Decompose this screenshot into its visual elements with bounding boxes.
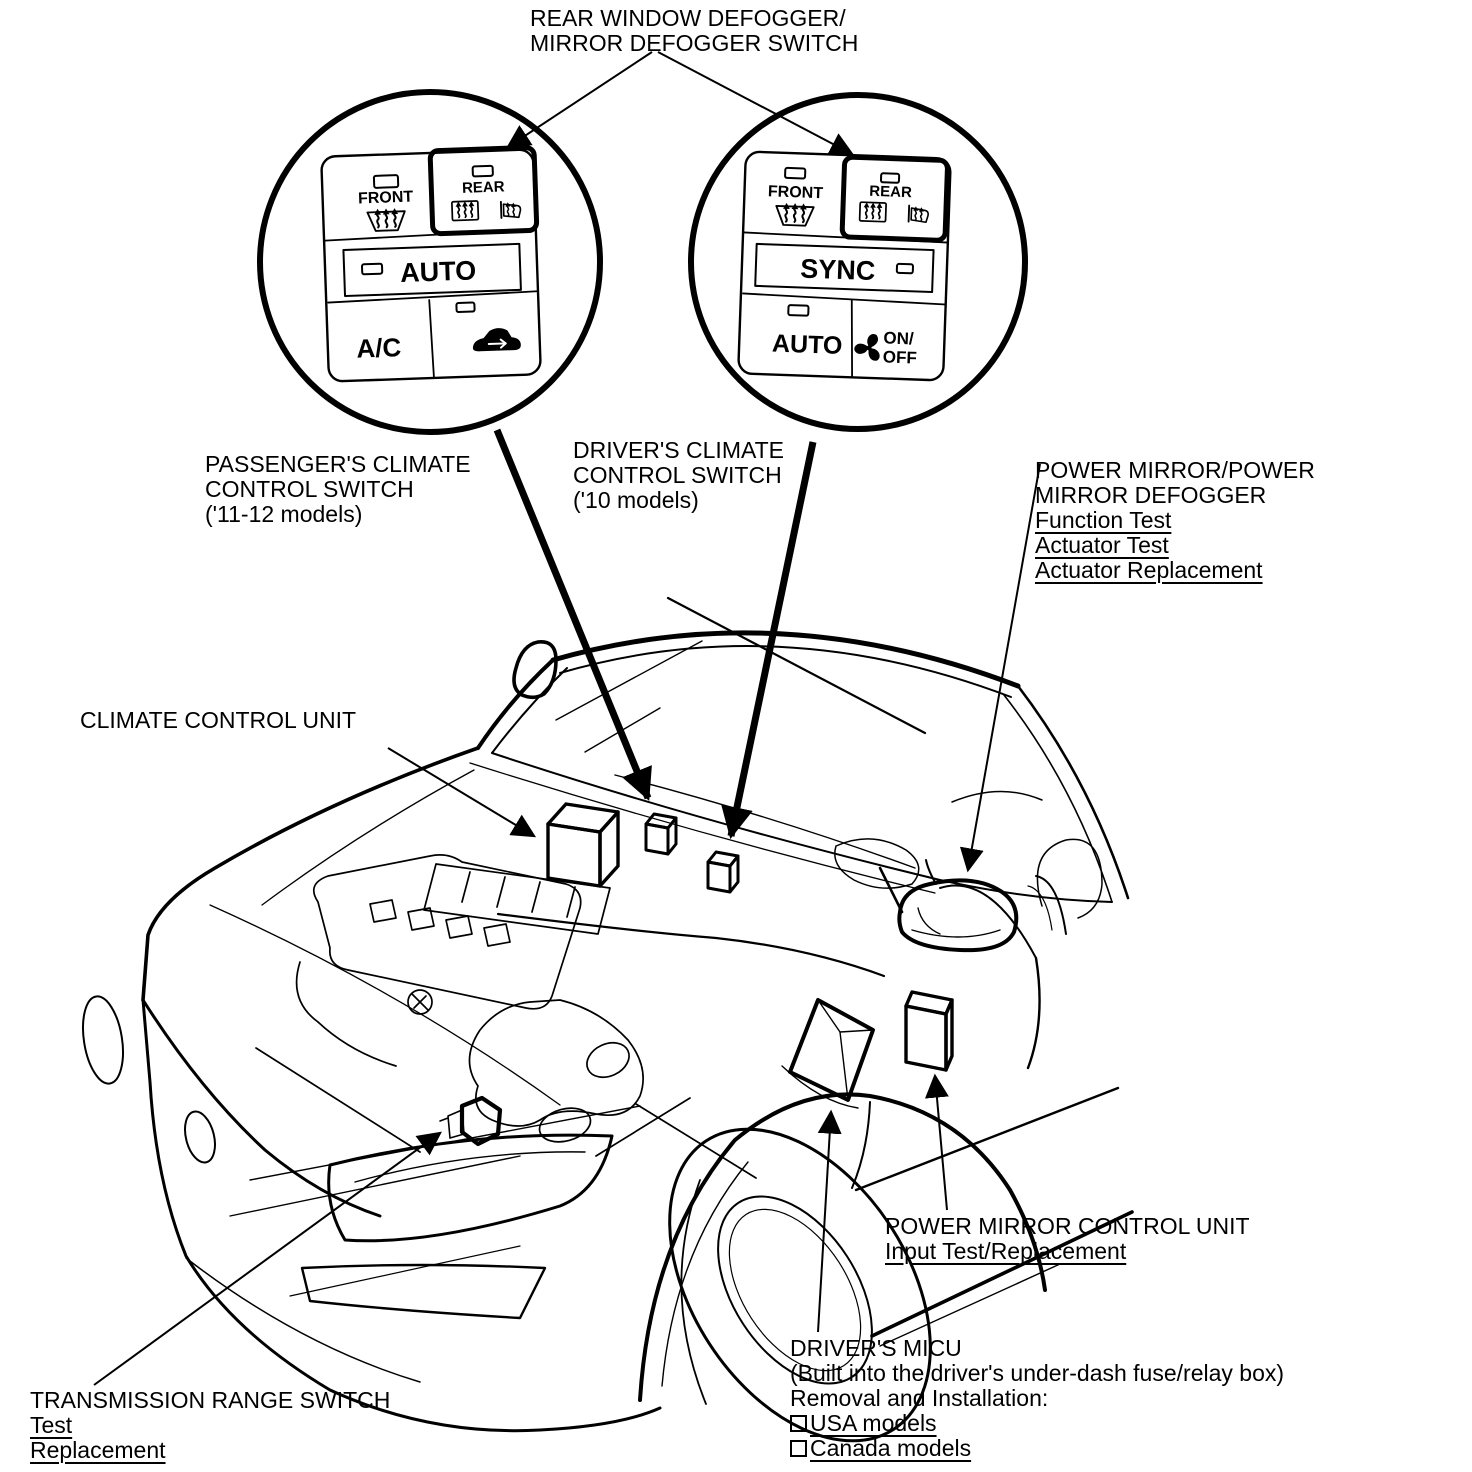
front-defrost-icon — [776, 203, 814, 226]
recirc-indicator — [456, 302, 474, 312]
leader-power-mirror — [968, 464, 1040, 870]
rear-button-label: REAR — [869, 182, 913, 202]
cowl-line — [492, 753, 1112, 902]
fan-off-label: OFF — [882, 347, 918, 368]
power-mirror-control-unit-label: POWER MIRROR CONTROL UNIT Input Test/Replacement — [885, 1213, 1250, 1264]
canada-models-row — [790, 1436, 1284, 1461]
fan-on-label: ON/ — [883, 328, 915, 349]
recirculation-icon — [472, 327, 521, 351]
leader-drivers-micu — [818, 1112, 831, 1332]
fog-light — [77, 994, 128, 1087]
hood-left-edge — [143, 748, 478, 1000]
front-defrost-icon — [367, 208, 405, 231]
power-mirror-label: POWER MIRROR/POWER MIRROR DEFOGGER Function Test Actuator Test Actuator Replacement — [1035, 457, 1315, 583]
front-button-label: FRONT — [357, 188, 414, 208]
usa-models-link[interactable]: USA models — [810, 1410, 937, 1436]
transmission-range-switch — [440, 1098, 500, 1144]
driver-switch-box — [708, 852, 738, 892]
test-link[interactable]: Test — [30, 1412, 73, 1438]
sync-indicator — [897, 264, 913, 274]
leader-power-mirror-control-unit — [935, 1076, 947, 1210]
mirror-defogger-icon — [501, 201, 521, 218]
label-line: MIRROR DEFOGGER SWITCH — [530, 30, 859, 56]
engine — [210, 855, 756, 1178]
grille-emblem — [180, 1108, 220, 1165]
sync-button-label: SYNC — [799, 253, 876, 287]
replacement-link[interactable]: Replacement — [30, 1437, 166, 1463]
rear-defogger-icon — [452, 201, 479, 221]
fan-icon — [852, 333, 883, 362]
climate-control-unit-label: CLIMATE CONTROL UNIT — [80, 707, 357, 733]
front-indicator — [374, 175, 398, 188]
hood-front-edge — [143, 1000, 380, 1216]
function-test-link[interactable]: Function Test — [1035, 507, 1172, 533]
climate-control-unit-box — [548, 804, 618, 886]
rear-indicator — [881, 173, 899, 183]
auto-button-label: AUTO — [399, 255, 477, 289]
driver-climate-panel — [738, 151, 951, 380]
front-button-label: FRONT — [767, 183, 824, 203]
ac-button-label: A/C — [355, 332, 402, 364]
headlight — [329, 1135, 612, 1241]
usa-models-row — [790, 1411, 1284, 1436]
side-mirror — [880, 860, 1016, 950]
canada-models-link[interactable]: Canada models — [810, 1435, 972, 1461]
front-indicator — [785, 168, 805, 179]
auto-indicator — [362, 264, 382, 275]
label-line: REAR WINDOW DEFOGGER/ — [530, 5, 846, 31]
interior-mirror — [514, 642, 556, 697]
lower-grille — [302, 1265, 545, 1318]
passenger-climate-switch-label: PASSENGER'S CLIMATE CONTROL SWITCH ('11-12 models) — [205, 451, 471, 527]
rear-defogger-icon — [860, 202, 887, 222]
transmission-range-switch-label: TRANSMISSION RANGE SWITCH Test Replacement — [30, 1387, 391, 1463]
door-edge — [1028, 958, 1040, 1068]
rear-window-defogger-label — [530, 6, 858, 56]
rear-indicator — [473, 166, 493, 177]
auto-button-label: AUTO — [771, 329, 843, 360]
callout-line-to-passenger-circle — [508, 52, 652, 147]
checkbox-icon[interactable] — [790, 1415, 807, 1432]
mirror-defogger-icon — [909, 206, 929, 223]
a-pillar-right — [1018, 686, 1128, 898]
power-mirror-control-unit-box — [906, 992, 952, 1070]
checkbox-icon[interactable] — [790, 1440, 807, 1457]
dash-edge — [498, 914, 884, 976]
drivers-micu-box — [790, 1000, 873, 1100]
callout-line-to-driver-circle — [658, 52, 852, 154]
actuator-replacement-link[interactable]: Actuator Replacement — [1035, 557, 1263, 583]
input-test-replacement-link[interactable]: Input Test/Replacement — [885, 1238, 1127, 1264]
rear-button-label: REAR — [461, 178, 505, 197]
passenger-climate-panel — [321, 147, 542, 381]
actuator-test-link[interactable]: Actuator Test — [1035, 532, 1169, 558]
drivers-micu-label: DRIVER'S MICU (Built into the driver's under-dash fuse/relay box) Removal and Installation: USA models Canada models — [790, 1335, 1285, 1461]
front-bumper — [143, 1000, 660, 1431]
leader-climate-control-unit — [388, 748, 534, 836]
driver-climate-switch-label: DRIVER'S CLIMATE CONTROL SWITCH ('10 models) — [573, 437, 784, 513]
auto-indicator — [788, 305, 808, 316]
